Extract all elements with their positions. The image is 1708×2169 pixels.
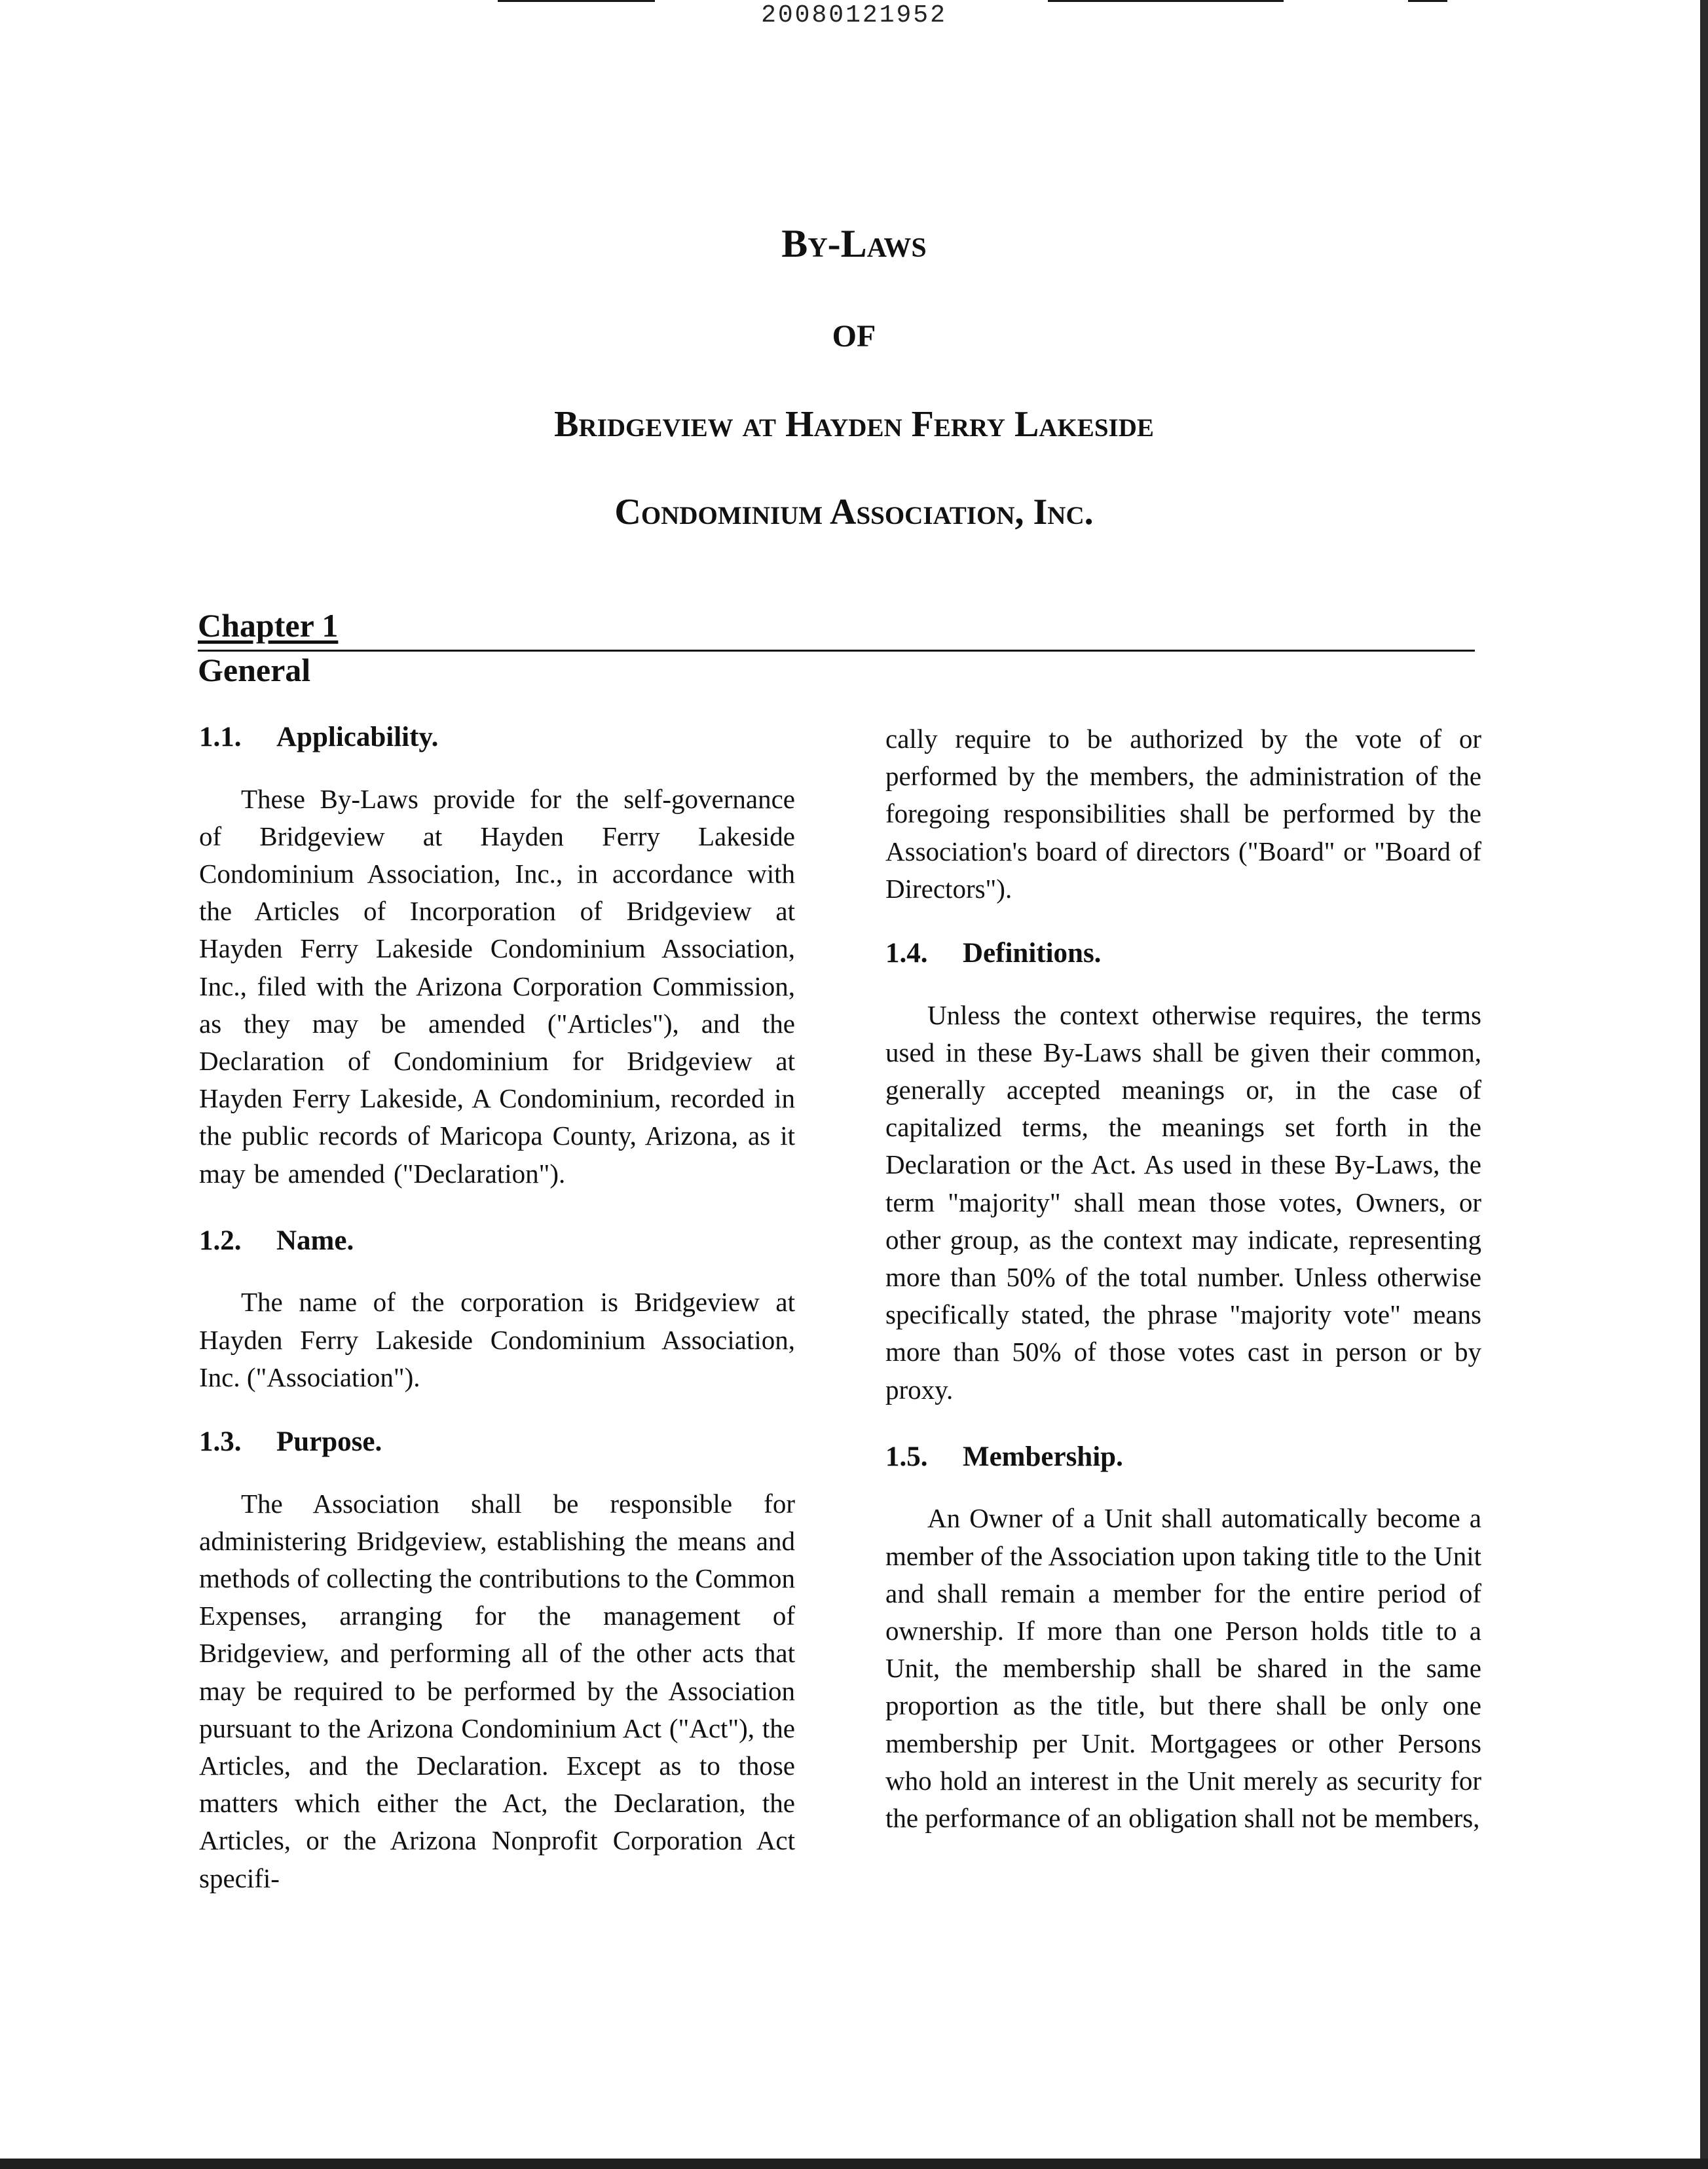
section-heading — [885, 1440, 1481, 1474]
section-title: Definitions. — [963, 938, 1102, 969]
section-number: 1.5. — [885, 1441, 928, 1472]
section-heading — [199, 720, 795, 754]
section-text-continued: cally require to be authorized by the vote of or performed by the members, the administration of the foregoing responsibilities shall be performed by the Association's board of directors ("Board" or "Board of Directors"). — [885, 724, 1481, 904]
left-column — [199, 720, 795, 1923]
section-text: The name of the corporation is Bridgeview at Hayden Ferry Lakeside Condominium Association, Inc. ("Association"). — [199, 1287, 795, 1392]
section-number: 1.1. — [199, 722, 242, 752]
title-of: OF — [832, 319, 876, 354]
title-association-name: Bridgeview at Hayden Ferry Lakeside — [554, 404, 1154, 445]
title-association-type: Condominium Association, Inc. — [614, 492, 1094, 532]
section-number: 1.2. — [199, 1225, 242, 1256]
scan-edge-bottom — [0, 2159, 1708, 2169]
section-text: An Owner of a Unit shall automatically become a member of the Association upon taking title to the Unit and shall remain a member for the entire period of ownership. If more than one Person holds title to a Unit, the membership shall be shared in the same proportion as the title, but there shall be only one membership per Unit. Mortgagees or other Persons who hold an interest in the Unit merely as security for the performance of an obligation shall not be members, — [885, 1503, 1481, 1834]
section-title: Applicability. — [276, 722, 439, 752]
section-number: 1.4. — [885, 938, 928, 969]
section-text: Unless the context otherwise requires, the terms used in these By-Laws shall be given their common, generally accepted meanings or, in the case of capitalized terms, the meanings set forth in the Declaration or the Act. As used in these By-Laws, the term "majority" shall mean those votes, Owners, or other group, as the context may indicate, representing more than 50% of the total number. Unless otherwise specifically stated, the phrase "majority vote" means more than 50% of those votes cast in person or by proxy. — [885, 999, 1481, 1405]
chapter-label: Chapter 1 — [198, 607, 339, 644]
section-heading — [199, 1425, 795, 1459]
chapter-title: General — [198, 652, 311, 688]
section-heading — [885, 936, 1481, 971]
section-number: 1.3. — [199, 1426, 242, 1458]
title-bylaws: By-Laws — [781, 222, 927, 265]
section-text: The Association shall be responsible for administering Bridgeview, establishing the means and methods of collecting the contributions to the Common Expenses, arranging for the management of Bridgeview, and performing all of the other acts that may be required to be performed by the Association pursuant to the Arizona Condominium Act ("Act"), the Articles, and the Declaration. Except as to those matters which either the Act, the Declaration, the Articles, or the Arizona Nonprofit Corporation Act specifi- — [199, 1488, 795, 1893]
chapter-heading — [198, 606, 1475, 652]
section-text: These By-Laws provide for the self-governance of Bridgeview at Hayden Ferry Lakeside Condominium Association, Inc., in accordance with the Articles of Incorporation of Bridgeview at Hayden Ferry Lakeside Condominium Association, Inc., filed with the Arizona Corporation Commission, as they may be amended ("Articles"), and the Declaration of Condominium for Bridgeview at Hayden Ferry Lakeside, A Condominium, recorded in the public records of Maricopa County, Arizona, as it may be amended ("Declaration"). — [199, 783, 795, 1189]
section-title: Membership. — [963, 1441, 1123, 1472]
right-column — [885, 720, 1481, 1863]
section-heading — [199, 1224, 795, 1258]
section-title: Purpose. — [276, 1426, 382, 1458]
section-title: Name. — [276, 1225, 354, 1256]
document-number: 20080121952 — [761, 1, 947, 29]
